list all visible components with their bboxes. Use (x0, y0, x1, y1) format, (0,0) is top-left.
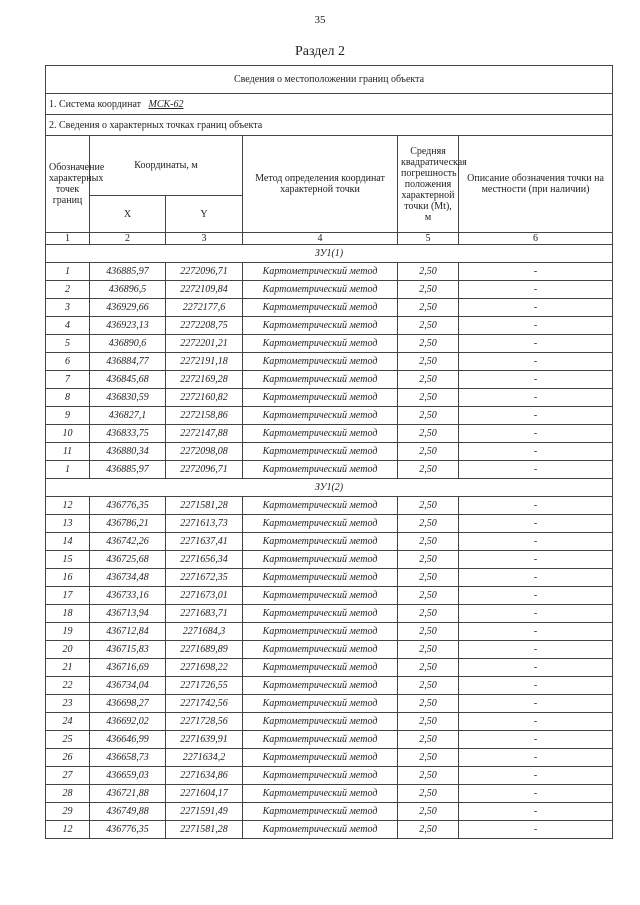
coord-y: 2271656,34 (166, 551, 243, 569)
method: Картометрический метод (243, 569, 398, 587)
table-row (46, 623, 613, 641)
point-number: 23 (46, 695, 90, 713)
table-row (46, 695, 613, 713)
group-name: ЗУ1(2) (46, 479, 613, 497)
coord-x: 436885,97 (90, 263, 166, 281)
accuracy: 2,50 (398, 641, 459, 659)
description: - (459, 443, 613, 461)
coord-x: 436692,02 (90, 713, 166, 731)
column-number: 1 (46, 233, 90, 245)
coord-y: 2271728,56 (166, 713, 243, 731)
coord-x: 436734,48 (90, 569, 166, 587)
accuracy: 2,50 (398, 443, 459, 461)
coord-x: 436749,88 (90, 803, 166, 821)
point-number: 12 (46, 821, 90, 839)
coord-y: 2272191,18 (166, 353, 243, 371)
method: Картометрический метод (243, 407, 398, 425)
coord-x: 436929,66 (90, 299, 166, 317)
accuracy: 2,50 (398, 623, 459, 641)
header-coordinates: Координаты, м (90, 136, 243, 196)
description: - (459, 335, 613, 353)
header-y: Y (166, 196, 243, 233)
table-row (46, 515, 613, 533)
method: Картометрический метод (243, 443, 398, 461)
accuracy: 2,50 (398, 821, 459, 839)
coord-y: 2271637,41 (166, 533, 243, 551)
point-number: 21 (46, 659, 90, 677)
accuracy: 2,50 (398, 677, 459, 695)
accuracy: 2,50 (398, 785, 459, 803)
description: - (459, 515, 613, 533)
coord-x: 436742,26 (90, 533, 166, 551)
coord-x: 436786,21 (90, 515, 166, 533)
table-row (46, 425, 613, 443)
table-caption: Сведения о местоположении границ объекта (46, 66, 613, 94)
description: - (459, 641, 613, 659)
coord-y: 2271604,17 (166, 785, 243, 803)
method: Картометрический метод (243, 767, 398, 785)
point-number: 29 (46, 803, 90, 821)
coord-x: 436715,83 (90, 641, 166, 659)
table-row (46, 461, 613, 479)
method: Картометрический метод (243, 371, 398, 389)
description: - (459, 497, 613, 515)
coord-x: 436884,77 (90, 353, 166, 371)
method: Картометрический метод (243, 695, 398, 713)
accuracy: 2,50 (398, 695, 459, 713)
group-row (46, 245, 613, 263)
column-numbers-row (46, 233, 613, 245)
method: Картометрический метод (243, 749, 398, 767)
table-row (46, 767, 613, 785)
point-number: 11 (46, 443, 90, 461)
description: - (459, 371, 613, 389)
coord-x: 436923,13 (90, 317, 166, 335)
coord-x: 436776,35 (90, 821, 166, 839)
group-name: ЗУ1(1) (46, 245, 613, 263)
point-number: 20 (46, 641, 90, 659)
accuracy: 2,50 (398, 731, 459, 749)
point-number: 16 (46, 569, 90, 587)
description: - (459, 317, 613, 335)
accuracy: 2,50 (398, 353, 459, 371)
table-row (46, 497, 613, 515)
coord-y: 2271684,3 (166, 623, 243, 641)
point-number: 17 (46, 587, 90, 605)
coord-y: 2272147,88 (166, 425, 243, 443)
table-row (46, 641, 613, 659)
description: - (459, 623, 613, 641)
accuracy: 2,50 (398, 281, 459, 299)
table-row (46, 299, 613, 317)
table-row (46, 731, 613, 749)
point-number: 3 (46, 299, 90, 317)
boundary-points-table (45, 65, 613, 839)
table-row (46, 677, 613, 695)
table-row (46, 533, 613, 551)
coord-x: 436698,27 (90, 695, 166, 713)
point-number: 15 (46, 551, 90, 569)
method: Картометрический метод (243, 587, 398, 605)
accuracy: 2,50 (398, 605, 459, 623)
table-row (46, 803, 613, 821)
method: Картометрический метод (243, 605, 398, 623)
method: Картометрический метод (243, 785, 398, 803)
description: - (459, 407, 613, 425)
page-number: 35 (314, 14, 326, 26)
point-number: 10 (46, 425, 90, 443)
table-row (46, 353, 613, 371)
table-row (46, 587, 613, 605)
coord-x: 436713,94 (90, 605, 166, 623)
method: Картометрический метод (243, 533, 398, 551)
section-title: Раздел 2 (294, 44, 346, 59)
accuracy: 2,50 (398, 587, 459, 605)
point-number: 7 (46, 371, 90, 389)
description: - (459, 551, 613, 569)
coord-x: 436725,68 (90, 551, 166, 569)
coord-x: 436733,16 (90, 587, 166, 605)
description: - (459, 605, 613, 623)
point-number: 14 (46, 533, 90, 551)
method: Картометрический метод (243, 731, 398, 749)
table-row (46, 785, 613, 803)
coord-x: 436658,73 (90, 749, 166, 767)
coord-x: 436833,75 (90, 425, 166, 443)
table-row (46, 605, 613, 623)
method: Картометрический метод (243, 659, 398, 677)
description: - (459, 425, 613, 443)
method: Картометрический метод (243, 677, 398, 695)
coord-x: 436830,59 (90, 389, 166, 407)
accuracy: 2,50 (398, 407, 459, 425)
coord-y: 2271613,73 (166, 515, 243, 533)
method: Картометрический метод (243, 641, 398, 659)
coord-y: 2271726,55 (166, 677, 243, 695)
accuracy: 2,50 (398, 659, 459, 677)
coord-y: 2272096,71 (166, 461, 243, 479)
coord-y: 2271742,56 (166, 695, 243, 713)
accuracy: 2,50 (398, 803, 459, 821)
coord-y: 2271672,35 (166, 569, 243, 587)
table-row (46, 281, 613, 299)
accuracy: 2,50 (398, 317, 459, 335)
table-row (46, 569, 613, 587)
coord-system-label: 1. Система координат (49, 98, 142, 110)
coord-x: 436776,35 (90, 497, 166, 515)
method: Картометрический метод (243, 821, 398, 839)
coord-x: 436890,6 (90, 335, 166, 353)
coord-x: 436659,03 (90, 767, 166, 785)
method: Картометрический метод (243, 299, 398, 317)
description: - (459, 533, 613, 551)
point-number: 18 (46, 605, 90, 623)
point-number: 26 (46, 749, 90, 767)
coord-x: 436721,88 (90, 785, 166, 803)
description: - (459, 731, 613, 749)
point-number: 4 (46, 317, 90, 335)
coord-y: 2272158,86 (166, 407, 243, 425)
accuracy: 2,50 (398, 425, 459, 443)
accuracy: 2,50 (398, 515, 459, 533)
table-row (46, 371, 613, 389)
coord-y: 2271683,71 (166, 605, 243, 623)
coord-y: 2271634,86 (166, 767, 243, 785)
table-row (46, 659, 613, 677)
coord-x: 436885,97 (90, 461, 166, 479)
method: Картометрический метод (243, 281, 398, 299)
accuracy: 2,50 (398, 497, 459, 515)
column-number: 3 (166, 233, 243, 245)
method: Картометрический метод (243, 515, 398, 533)
coord-y: 2271698,22 (166, 659, 243, 677)
coord-y: 2272096,71 (166, 263, 243, 281)
header-x: X (90, 196, 166, 233)
accuracy: 2,50 (398, 713, 459, 731)
point-number: 1 (46, 461, 90, 479)
coord-y: 2271591,49 (166, 803, 243, 821)
accuracy: 2,50 (398, 551, 459, 569)
column-number: 6 (459, 233, 613, 245)
coord-y: 2271639,91 (166, 731, 243, 749)
coord-x: 436646,99 (90, 731, 166, 749)
header-accuracy: Средняя квадратическая погрешность положения характерной точки (Mt), м (398, 136, 459, 233)
accuracy: 2,50 (398, 767, 459, 785)
method: Картометрический метод (243, 263, 398, 281)
description: - (459, 713, 613, 731)
coord-x: 436712,84 (90, 623, 166, 641)
point-number: 12 (46, 497, 90, 515)
coord-x: 436716,69 (90, 659, 166, 677)
table-row (46, 407, 613, 425)
description: - (459, 659, 613, 677)
method: Картометрический метод (243, 335, 398, 353)
point-number: 5 (46, 335, 90, 353)
coord-y: 2272160,82 (166, 389, 243, 407)
description: - (459, 587, 613, 605)
method: Картометрический метод (243, 623, 398, 641)
description: - (459, 821, 613, 839)
description: - (459, 461, 613, 479)
method: Картометрический метод (243, 317, 398, 335)
column-number: 2 (90, 233, 166, 245)
coord-system-row (46, 94, 613, 115)
description: - (459, 569, 613, 587)
group-row (46, 479, 613, 497)
accuracy: 2,50 (398, 533, 459, 551)
coord-y: 2272169,28 (166, 371, 243, 389)
table-row (46, 317, 613, 335)
coord-x: 436845,68 (90, 371, 166, 389)
description: - (459, 281, 613, 299)
accuracy: 2,50 (398, 461, 459, 479)
coord-x: 436734,04 (90, 677, 166, 695)
description: - (459, 353, 613, 371)
method: Картометрический метод (243, 425, 398, 443)
description: - (459, 767, 613, 785)
point-number: 13 (46, 515, 90, 533)
coord-y: 2272208,75 (166, 317, 243, 335)
coord-x: 436880,34 (90, 443, 166, 461)
coord-y: 2272109,84 (166, 281, 243, 299)
table-row (46, 551, 613, 569)
coord-y: 2272201,21 (166, 335, 243, 353)
method: Картометрический метод (243, 803, 398, 821)
table-row (46, 263, 613, 281)
point-number: 25 (46, 731, 90, 749)
column-number: 4 (243, 233, 398, 245)
method: Картометрический метод (243, 551, 398, 569)
method: Картометрический метод (243, 389, 398, 407)
accuracy: 2,50 (398, 335, 459, 353)
accuracy: 2,50 (398, 299, 459, 317)
coord-x: 436896,5 (90, 281, 166, 299)
point-number: 1 (46, 263, 90, 281)
point-number: 27 (46, 767, 90, 785)
point-number: 19 (46, 623, 90, 641)
point-number: 6 (46, 353, 90, 371)
point-number: 8 (46, 389, 90, 407)
accuracy: 2,50 (398, 389, 459, 407)
description: - (459, 785, 613, 803)
header-method: Метод определения координат характерной точки (243, 136, 398, 233)
coord-y: 2272177,6 (166, 299, 243, 317)
method: Картометрический метод (243, 497, 398, 515)
table-row (46, 389, 613, 407)
point-number: 9 (46, 407, 90, 425)
table-row (46, 713, 613, 731)
method: Картометрический метод (243, 713, 398, 731)
description: - (459, 803, 613, 821)
description: - (459, 677, 613, 695)
coord-system-value: МСК-62 (148, 98, 184, 110)
description: - (459, 389, 613, 407)
coord-y: 2271581,28 (166, 821, 243, 839)
description: - (459, 263, 613, 281)
table-row (46, 821, 613, 839)
coord-y: 2272098,08 (166, 443, 243, 461)
coord-y: 2271634,2 (166, 749, 243, 767)
coord-x: 436827,1 (90, 407, 166, 425)
point-number: 2 (46, 281, 90, 299)
point-number: 24 (46, 713, 90, 731)
table-row (46, 335, 613, 353)
header-description: Описание обозначения точки на местности (при наличии) (459, 136, 613, 233)
description: - (459, 299, 613, 317)
description: - (459, 749, 613, 767)
header-point-designation: Обозначение характерных точек границ (46, 136, 90, 233)
point-number: 22 (46, 677, 90, 695)
column-number: 5 (398, 233, 459, 245)
accuracy: 2,50 (398, 263, 459, 281)
points-label: 2. Сведения о характерных точках границ объекта (46, 115, 613, 136)
accuracy: 2,50 (398, 569, 459, 587)
table-row (46, 749, 613, 767)
method: Картометрический метод (243, 461, 398, 479)
coord-y: 2271581,28 (166, 497, 243, 515)
coord-y: 2271689,89 (166, 641, 243, 659)
coord-y: 2271673,01 (166, 587, 243, 605)
point-number: 28 (46, 785, 90, 803)
description: - (459, 695, 613, 713)
accuracy: 2,50 (398, 371, 459, 389)
method: Картометрический метод (243, 353, 398, 371)
table-row (46, 443, 613, 461)
accuracy: 2,50 (398, 749, 459, 767)
